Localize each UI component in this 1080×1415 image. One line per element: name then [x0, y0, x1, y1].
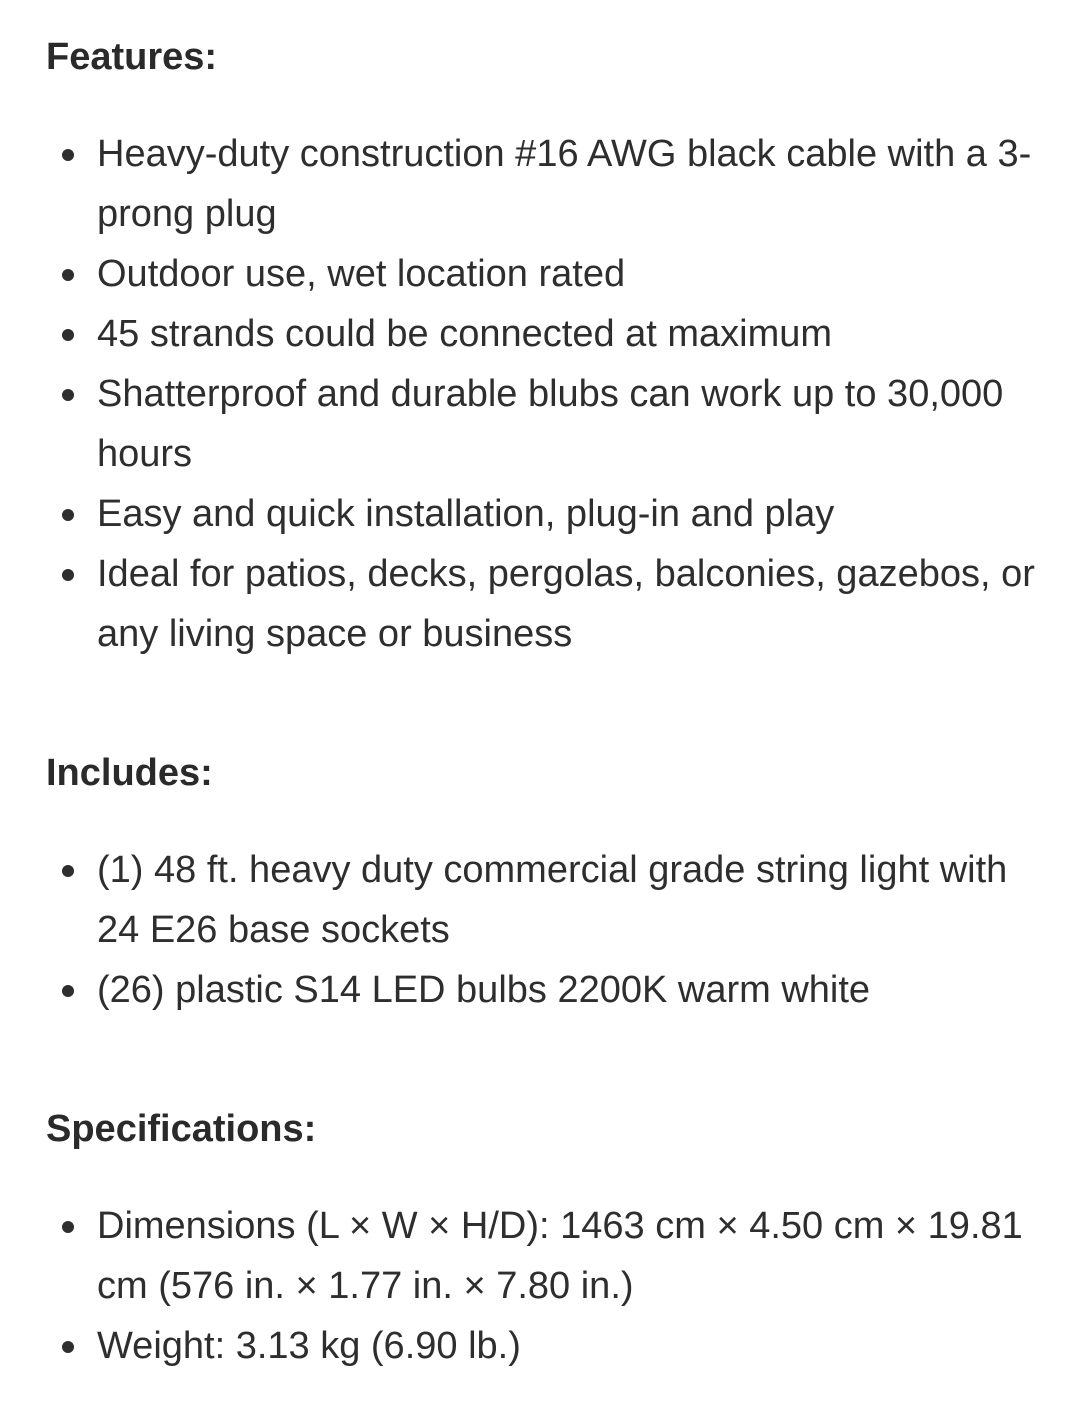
bullet-icon — [62, 149, 74, 161]
list-item-text: (1) 48 ft. heavy duty commercial grade string light with 24 E26 base sockets — [97, 849, 1008, 951]
list-item-text: Outdoor use, wet location rated — [97, 253, 626, 295]
bullet-icon — [62, 329, 74, 341]
bullet-icon — [62, 985, 74, 997]
list-item — [46, 960, 1046, 1020]
list-item-text: Heavy-duty construction #16 AWG black cable with a 3-prong plug — [97, 133, 1032, 235]
list-item — [46, 544, 1046, 664]
list-item-text: Dimensions (L × W × H/D): 1463 cm × 4.50 cm × 19.81 cm (576 in. × 1.77 in. × 7.80 in.) — [97, 1205, 1023, 1307]
specifications-heading: Specifications: — [46, 1108, 317, 1150]
bullet-icon — [62, 269, 74, 281]
list-item-text: Weight: 3.13 kg (6.90 lb.) — [97, 1325, 521, 1367]
list-item — [46, 244, 1046, 304]
features-list — [46, 124, 1046, 664]
includes-heading: Includes: — [46, 752, 213, 794]
list-item — [46, 1316, 1046, 1376]
includes-list — [46, 840, 1046, 1020]
list-item-text: Ideal for patios, decks, pergolas, balconies, gazebos, or any living space or business — [97, 553, 1035, 655]
list-item — [46, 364, 1046, 484]
list-item-text: Shatterproof and durable blubs can work up to 30,000 hours — [97, 373, 1004, 475]
bullet-icon — [62, 569, 74, 581]
list-item — [46, 304, 1046, 364]
bullet-icon — [62, 509, 74, 521]
specifications-list — [46, 1196, 1046, 1376]
features-heading: Features: — [46, 36, 218, 78]
bullet-icon — [62, 1221, 74, 1233]
product-details — [46, 30, 1046, 1376]
bullet-icon — [62, 1341, 74, 1353]
list-item — [46, 484, 1046, 544]
list-item — [46, 124, 1046, 244]
list-item — [46, 840, 1046, 960]
list-item — [46, 1196, 1046, 1316]
bullet-icon — [62, 865, 74, 877]
list-item-text: (26) plastic S14 LED bulbs 2200K warm white — [97, 969, 871, 1011]
list-item-text: 45 strands could be connected at maximum — [97, 313, 833, 355]
list-item-text: Easy and quick installation, plug-in and play — [97, 493, 835, 535]
bullet-icon — [62, 389, 74, 401]
